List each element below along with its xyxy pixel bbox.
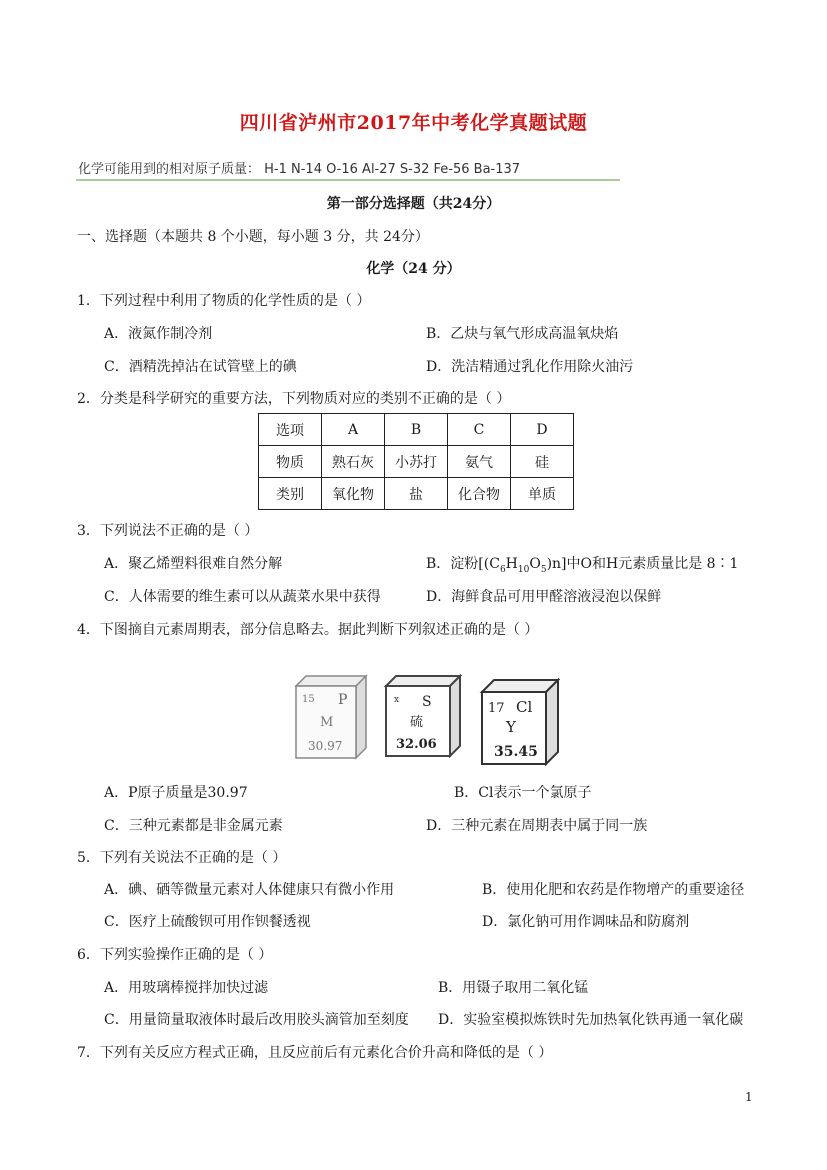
question-5-stem: 5．下列有关说法不正确的是（ ） [77,850,287,866]
element-name: 硫 [410,715,424,730]
page-title: 四川省泸州市2017年中考化学真题试题 [239,112,588,134]
element-name: M [320,715,334,730]
table-cell: A [322,414,385,446]
element-symbol: P [338,692,348,708]
table-cell: 硅 [511,446,574,478]
question-6-option-d: D．实验室模拟炼铁时先加热氧化铁再通一氧化碳 [438,1012,744,1028]
element-cube-p [296,676,366,758]
question-3-option-d: D．海鲜食品可用甲醛溶液浸泡以保鲜 [426,589,662,605]
section-label: 一、选择题（本题共 8 个小题，每小题 3 分，共 24分） [77,229,429,245]
table-cell: 类别 [259,478,322,510]
question-6-option-b: B．用镊子取用二氧化锰 [438,980,589,996]
question-1-option-d: D．洗洁精通过乳化作用除火油污 [426,359,634,375]
element-number: 17 [488,701,505,716]
table-cell: 小苏打 [385,446,448,478]
question-1-option-c: C．酒精洗掉沾在试管壁上的碘 [104,359,297,375]
table-cell: 单质 [511,478,574,510]
table-cell: 物质 [259,446,322,478]
subject-title: 化学（24 分） [366,261,461,277]
table-cell: 熟石灰 [322,446,385,478]
question-4-option-a: A．P原子质量是30.97 [104,785,248,801]
element-cube-s [386,676,460,756]
question-4-stem: 4．下图摘自元素周期表，部分信息略去。据此判断下列叙述正确的是（ ） [77,622,539,638]
table-cell: C [448,414,511,446]
question-2-stem: 2．分类是科学研究的重要方法，下列物质对应的类别不正确的是（ ） [77,391,511,407]
table-cell: 氧化物 [322,478,385,510]
element-number: 15 [302,694,315,705]
element-mass: 30.97 [308,739,343,753]
question-4-option-c: C．三种元素都是非金属元素 [104,818,283,834]
table-cell: 盐 [385,478,448,510]
table-cell: D [511,414,574,446]
question-5-option-c: C．医疗上硫酸钡可用作钡餐透视 [104,914,311,930]
question-4-option-b: B．Cl表示一个氯原子 [454,785,592,801]
page-number: 1 [745,1090,753,1104]
question-7-stem: 7．下列有关反应方程式正确，且反应前后有元素化合价升高和降低的是（ ） [77,1045,553,1061]
question-1-option-a: A．液氮作制冷剂 [104,326,213,342]
classification-table [258,413,574,510]
element-cube-cl [482,680,558,764]
question-3-option-b: B．淀粉$[(C_6H_{10}O_5)n]$中O和H元素质量比是 8∶1 [426,556,739,575]
question-4-option-d: D．三种元素在周期表中属于同一族 [426,818,648,834]
element-mass: 32.06 [396,737,437,752]
table-cell: 化合物 [448,478,511,510]
question-1-option-b: B．乙炔与氧气形成高温氧炔焰 [426,326,619,342]
element-symbol: Cl [516,698,533,716]
table-cell: 氨气 [448,446,511,478]
table-cell: 选项 [259,414,322,446]
atomic-masses-note: 化学可能用到的相对原子质量： H-1 N-14 O-16 Al-27 S-32 Fe-56 Ba-137 [78,162,521,177]
table-cell: B [385,414,448,446]
question-5-option-a: A．碘、硒等微量元素对人体健康只有微小作用 [104,882,395,898]
element-symbol: S [422,694,432,710]
question-3-option-c: C．人体需要的维生素可以从蔬菜水果中获得 [104,589,381,605]
question-6-stem: 6．下列实验操作正确的是（ ） [77,947,273,963]
table-row [259,478,574,510]
question-1-stem: 1．下列过程中利用了物质的化学性质的是（ ） [77,293,371,309]
periodic-table-figure [290,664,560,768]
question-3-stem: 3．下列说法不正确的是（ ） [77,523,259,539]
table-row [259,414,574,446]
table-row [259,446,574,478]
part-title: 第一部分选择题（共24分） [326,196,501,212]
question-6-option-a: A．用玻璃棒搅拌加快过滤 [104,980,269,996]
divider-line [76,179,620,181]
element-name: Y [506,718,516,736]
question-5-option-b: B．使用化肥和农药是作物增产的重要途径 [482,882,745,898]
question-3-option-a: A．聚乙烯塑料很难自然分解 [104,556,283,572]
question-6-option-c: C．用量筒量取液体时最后改用胶头滴管加至刻度 [104,1012,409,1028]
element-mass: 35.45 [494,744,538,760]
element-number: x [394,695,400,705]
question-5-option-d: D．氯化钠可用作调味品和防腐剂 [482,914,690,930]
